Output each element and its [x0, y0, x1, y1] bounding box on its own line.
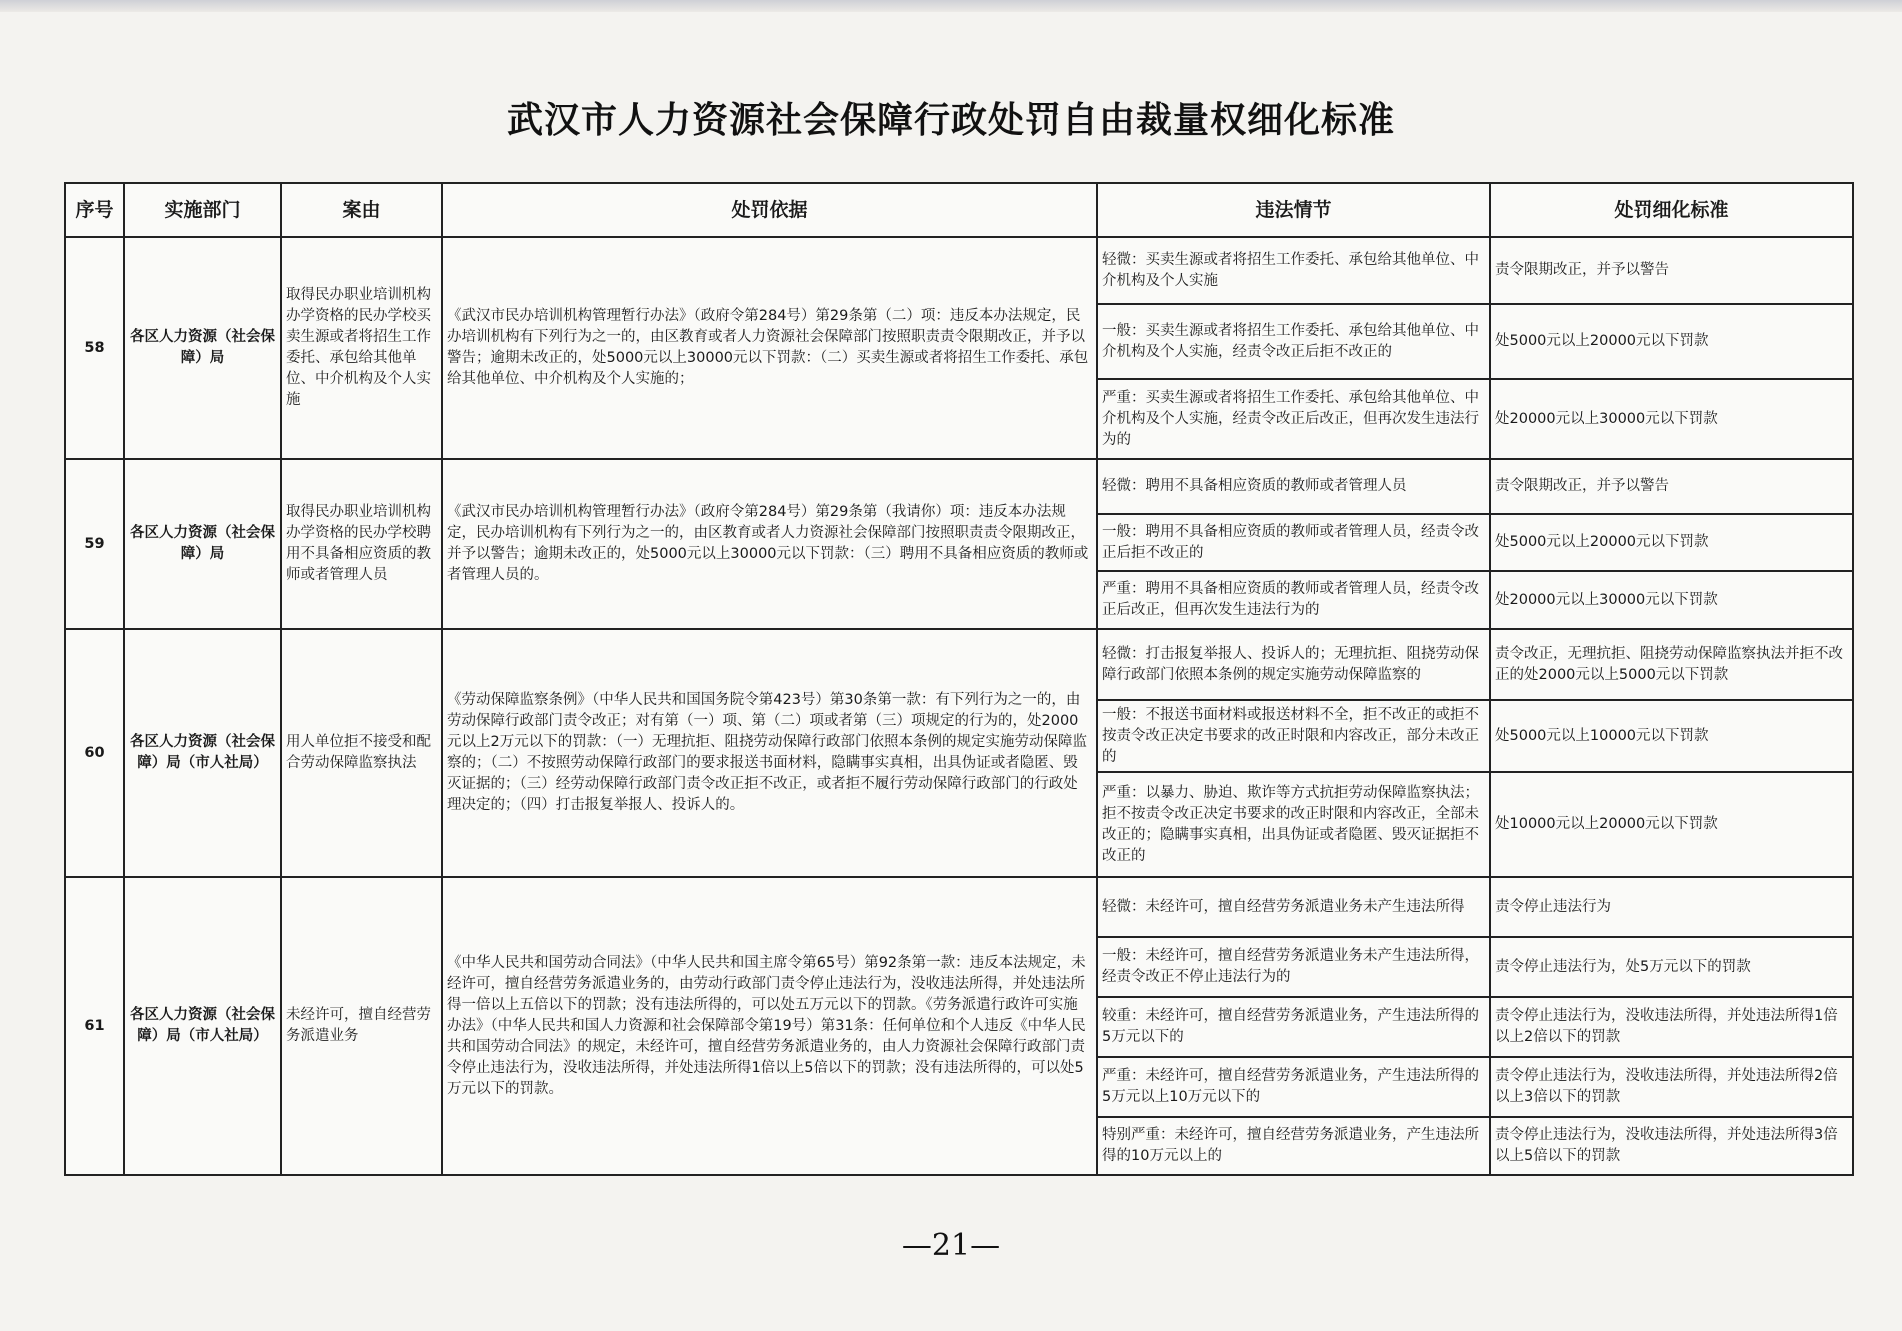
level-situation: 严重：买卖生源或者将招生工作委托、承包给其他单位、中介机构及个人实施，经责令改正后改正，但再次发生违法行为的	[1097, 379, 1490, 459]
level-penalty: 责令停止违法行为，没收违法所得，并处违法所得2倍以上3倍以下的罚款	[1490, 1057, 1853, 1117]
header-penalty: 处罚细化标准	[1490, 183, 1853, 237]
record-number: 59	[65, 459, 124, 629]
penalty-standards-table	[64, 182, 1854, 1176]
level-situation: 严重：以暴力、胁迫、欺诈等方式抗拒劳动保障监察执法；拒不按责令改正决定书要求的改正时限和内容改正，全部未改正的；隐瞒事实真相，出具伪证或者隐匿、毁灭证据拒不改正的	[1097, 772, 1490, 877]
level-situation: 一般：聘用不具备相应资质的教师或者管理人员，经责令改正后拒不改正的	[1097, 514, 1490, 571]
record-basis: 《武汉市民办培训机构管理暂行办法》（政府令第284号）第29条第（我请你）项：违反本办法规定，民办培训机构有下列行为之一的，由区教育或者人力资源社会保障部门按照职责责令限期改正，并予以警告；逾期未改正的，处5000元以上30000元以下罚款：（三）聘用不具备相应资质的教师或者管理人员的。	[442, 459, 1097, 629]
level-penalty: 处5000元以上20000元以下罚款	[1490, 514, 1853, 571]
record-basis: 《武汉市民办培训机构管理暂行办法》（政府令第284号）第29条第（二）项：违反本办法规定，民办培训机构有下列行为之一的，由区教育或者人力资源社会保障部门按照职责责令限期改正，并予以警告；逾期未改正的，处5000元以上30000元以下罚款：（二）买卖生源或者将招生工作委托、承包给其他单位、中介机构及个人实施的；	[442, 237, 1097, 459]
record-reason: 取得民办职业培训机构办学资格的民办学校买卖生源或者将招生工作委托、承包给其他单位、中介机构及个人实施	[281, 237, 442, 459]
level-penalty: 处5000元以上10000元以下罚款	[1490, 700, 1853, 772]
record-number: 61	[65, 877, 124, 1175]
level-situation: 轻微：打击报复举报人、投诉人的；无理抗拒、阻挠劳动保障行政部门依照本条例的规定实施劳动保障监察的	[1097, 629, 1490, 700]
level-situation: 严重：未经许可，擅自经营劳务派遣业务，产生违法所得的5万元以上10万元以下的	[1097, 1057, 1490, 1117]
table-row	[65, 629, 1853, 700]
page-title: 武汉市人力资源社会保障行政处罚自由裁量权细化标准	[506, 99, 1395, 141]
record-basis: 《中华人民共和国劳动合同法》（中华人民共和国主席令第65号）第92条第一款：违反本法规定，未经许可，擅自经营劳务派遣业务的，由劳动行政部门责令停止违法行为，没收违法所得，并处违法所得一倍以上五倍以下的罚款；没有违法所得的，可以处五万元以下的罚款。《劳务派遣行政许可实施办法》（中华人民共和国人力资源和社会保障部令第19号）第31条：任何单位和个人违反《中华人民共和国劳动合同法》的规定，未经许可，擅自经营劳务派遣业务的，由人力资源社会保障行政部门责令停止违法行为，没收违法所得，并处违法所得1倍以上5倍以下的罚款；没有违法所得的，可以处5万元以下的罚款。	[442, 877, 1097, 1175]
header-no: 序号	[65, 183, 124, 237]
level-situation: 轻微：未经许可，擅自经营劳务派遣业务未产生违法所得	[1097, 877, 1490, 937]
level-penalty: 责令限期改正，并予以警告	[1490, 459, 1853, 514]
table-row	[65, 459, 1853, 514]
header-reason: 案由	[281, 183, 442, 237]
record-dept: 各区人力资源（社会保障）局	[124, 459, 281, 629]
level-penalty: 处10000元以上20000元以下罚款	[1490, 772, 1853, 877]
page-number: —21—	[901, 1228, 1001, 1263]
level-situation: 一般：未经许可，擅自经营劳务派遣业务未产生违法所得，经责令改正不停止违法行为的	[1097, 937, 1490, 997]
level-situation: 特别严重：未经许可，擅自经营劳务派遣业务，产生违法所得的10万元以上的	[1097, 1117, 1490, 1175]
record-dept: 各区人力资源（社会保障）局（市人社局）	[124, 629, 281, 877]
record-basis: 《劳动保障监察条例》（中华人民共和国国务院令第423号）第30条第一款：有下列行为之一的，由劳动保障行政部门责令改正；对有第（一）项、第（二）项或者第（三）项规定的行为的，处2000元以上2万元以下的罚款：（一）无理抗拒、阻挠劳动保障行政部门依照本条例的规定实施劳动保障监察的；（二）不按照劳动保障行政部门的要求报送书面材料，隐瞒事实真相，出具伪证或者隐匿、毁灭证据的；（三）经劳动保障行政部门责令改正拒不改正，或者拒不履行劳动保障行政部门的行政处理决定的；（四）打击报复举报人、投诉人的。	[442, 629, 1097, 877]
level-situation: 轻微：买卖生源或者将招生工作委托、承包给其他单位、中介机构及个人实施	[1097, 237, 1490, 304]
level-situation: 一般：不报送书面材料或报送材料不全，拒不改正的或拒不按责令改正决定书要求的改正时限和内容改正，部分未改正的	[1097, 700, 1490, 772]
record-dept: 各区人力资源（社会保障）局	[124, 237, 281, 459]
record-reason: 用人单位拒不接受和配合劳动保障监察执法	[281, 629, 442, 877]
record-number: 60	[65, 629, 124, 877]
record-dept: 各区人力资源（社会保障）局（市人社局）	[124, 877, 281, 1175]
record-reason: 取得民办职业培训机构办学资格的民办学校聘用不具备相应资质的教师或者管理人员	[281, 459, 442, 629]
level-penalty: 处5000元以上20000元以下罚款	[1490, 304, 1853, 379]
level-penalty: 责令停止违法行为	[1490, 877, 1853, 937]
level-penalty: 责令停止违法行为，处5万元以下的罚款	[1490, 937, 1853, 997]
table-row	[65, 877, 1853, 937]
level-situation: 轻微：聘用不具备相应资质的教师或者管理人员	[1097, 459, 1490, 514]
header-basis: 处罚依据	[442, 183, 1097, 237]
header-situation: 违法情节	[1097, 183, 1490, 237]
level-situation: 一般：买卖生源或者将招生工作委托、承包给其他单位、中介机构及个人实施，经责令改正后拒不改正的	[1097, 304, 1490, 379]
scan-top-edge	[0, 0, 1902, 12]
level-penalty: 责令改正，无理抗拒、阻挠劳动保障监察执法并拒不改正的处2000元以上5000元以下罚款	[1490, 629, 1853, 700]
level-penalty: 责令停止违法行为，没收违法所得，并处违法所得3倍以上5倍以下的罚款	[1490, 1117, 1853, 1175]
level-penalty: 责令停止违法行为，没收违法所得，并处违法所得1倍以上2倍以下的罚款	[1490, 997, 1853, 1057]
level-penalty: 责令限期改正，并予以警告	[1490, 237, 1853, 304]
header-dept: 实施部门	[124, 183, 281, 237]
level-situation: 严重：聘用不具备相应资质的教师或者管理人员，经责令改正后改正，但再次发生违法行为的	[1097, 571, 1490, 629]
table-row	[65, 237, 1853, 304]
record-number: 58	[65, 237, 124, 459]
level-penalty: 处20000元以上30000元以下罚款	[1490, 571, 1853, 629]
level-penalty: 处20000元以上30000元以下罚款	[1490, 379, 1853, 459]
record-reason: 未经许可，擅自经营劳务派遣业务	[281, 877, 442, 1175]
level-situation: 较重：未经许可，擅自经营劳务派遣业务，产生违法所得的5万元以下的	[1097, 997, 1490, 1057]
table-header-row	[65, 183, 1853, 237]
